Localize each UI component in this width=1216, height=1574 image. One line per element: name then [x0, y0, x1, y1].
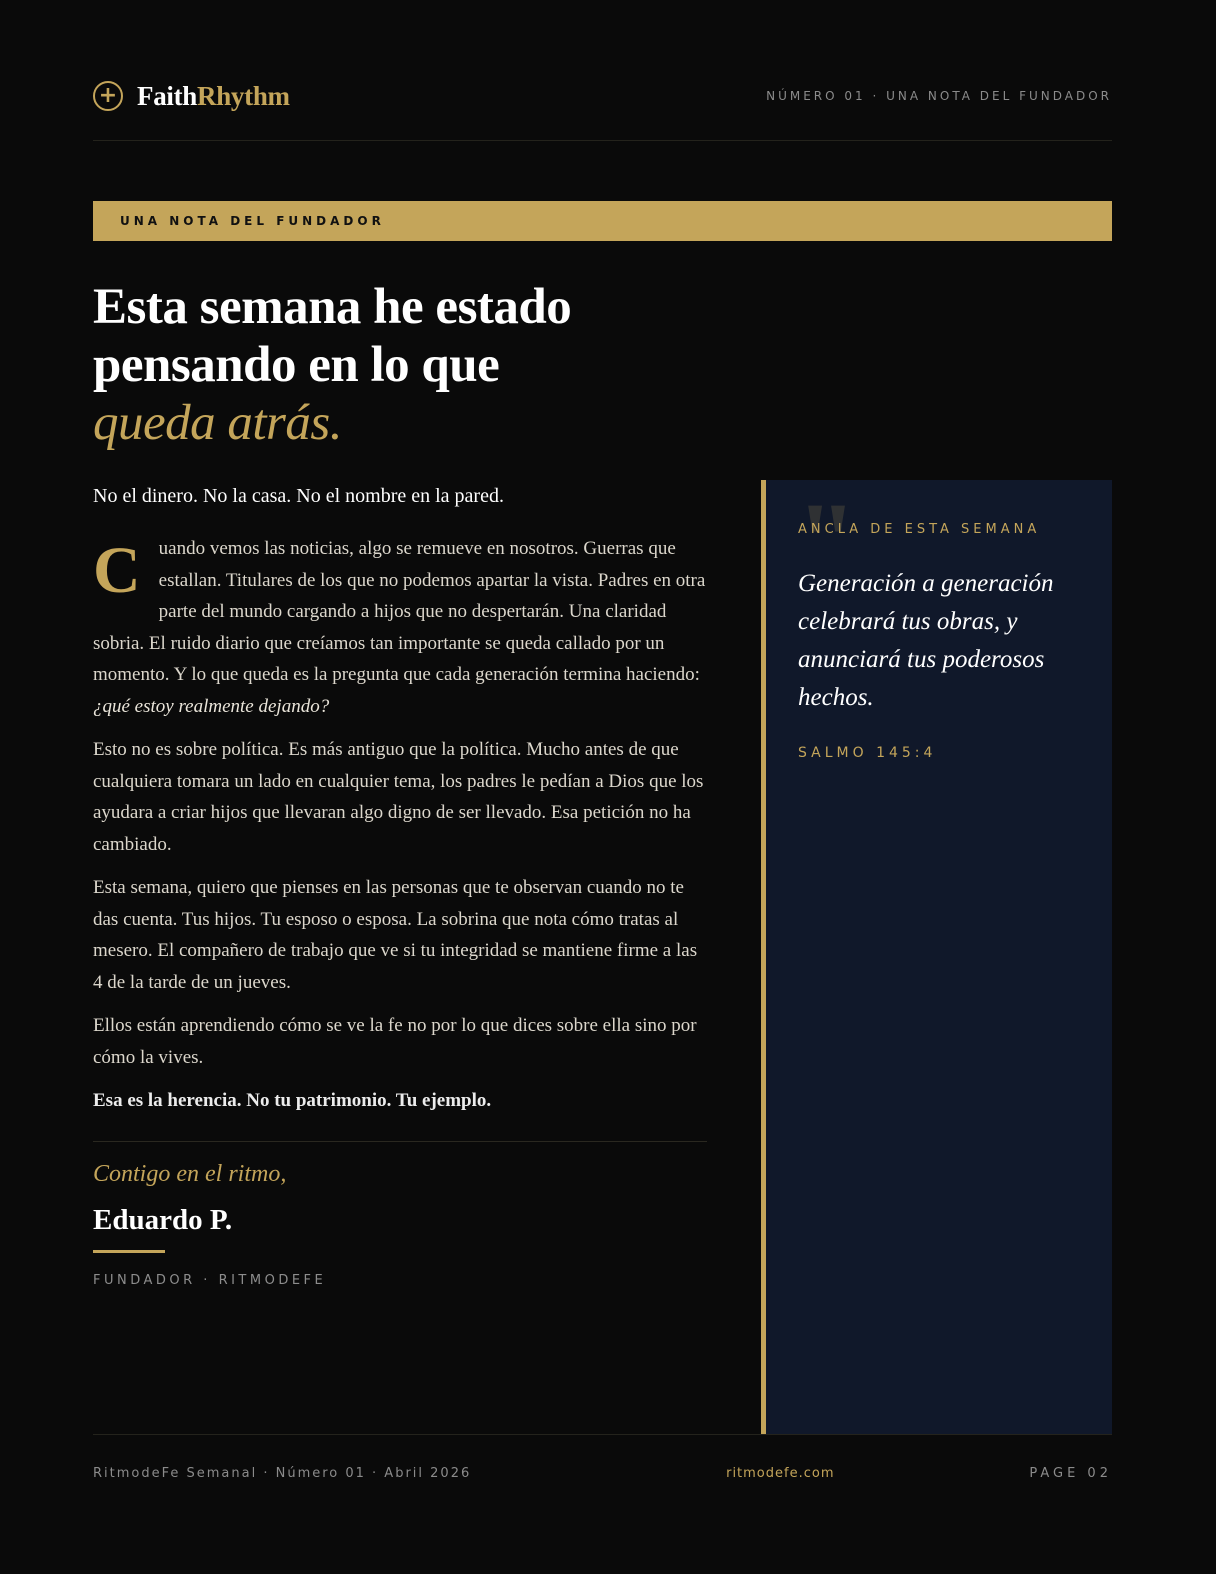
- verse-text: Generación a generación celebrará tus obras, y anunciará tus poderosos hechos.: [798, 570, 1054, 711]
- cross-circle-icon: +: [93, 81, 123, 111]
- paragraph-1-question: ¿qué estoy realmente dejando?: [93, 695, 330, 717]
- brand-name-part1: Faith: [137, 80, 198, 111]
- article-body: [93, 533, 707, 1117]
- verse-sidebar: [761, 480, 1112, 1434]
- issue-label: NÚMERO 01 · UNA NOTA DEL FUNDADOR: [766, 89, 1112, 103]
- footer: [93, 1466, 1112, 1481]
- article: [93, 480, 707, 1288]
- title-line-1: Esta semana he estado: [93, 279, 572, 335]
- paragraph-2: Esto no es sobre política. Es más antiguo que la política. Mucho antes de que cualquiera tomara un lado en cualquier tema, los padres le pedían a Dios que los ayudara a criar hijos que llevaran algo digno de ser llevado. Esa petición no ha cambiado.: [93, 739, 704, 855]
- section-banner: [93, 201, 1112, 241]
- section-banner-label: UNA NOTA DEL FUNDADOR: [120, 214, 385, 228]
- author-role: FUNDADOR · RITMODEFE: [93, 1272, 327, 1288]
- closing-line: Esa es la herencia. No tu patrimonio. Tu ejemplo.: [93, 1090, 492, 1111]
- author-underline: [93, 1250, 165, 1253]
- header-divider: [93, 140, 1112, 141]
- lede: No el dinero. No la casa. No el nombre en la pared.: [93, 485, 504, 507]
- paragraph-1: [93, 533, 707, 722]
- page: [93, 0, 1112, 1574]
- quote-mark-icon: ": [796, 480, 858, 602]
- verse-reference: SALMO 145:4: [798, 745, 937, 761]
- footer-website-link[interactable]: ritmodefe.com: [726, 1466, 835, 1481]
- footer-publication: RitmodeFe Semanal · Número 01 · Abril 2026: [93, 1466, 472, 1481]
- drop-cap: C: [93, 534, 141, 607]
- brand-name: [137, 81, 290, 112]
- sidebar-label: ANCLA DE ESTA SEMANA: [798, 522, 1041, 537]
- title-accent: queda atrás.: [93, 395, 342, 451]
- brand-logo[interactable]: [93, 81, 290, 112]
- author-name: Eduardo P.: [93, 1203, 233, 1236]
- signoff: Contigo en el ritmo,: [93, 1160, 287, 1187]
- footer-divider: [93, 1434, 1112, 1435]
- paragraph-3: Esta semana, quiero que pienses en las personas que te observan cuando no te das cuenta. Tus hijos. Tu esposo o esposa. La sobrina que nota cómo tratas al mesero. El compañero de trabajo que ve si tu integridad se mantiene firme a las 4 de la tarde de un jueves.: [93, 877, 698, 993]
- signature-divider: [93, 1141, 707, 1142]
- paragraph-1-text: uando vemos las noticias, algo se remueve en nosotros. Guerras que estallan. Titulares de los que no podemos apartar la vista. Padres en otra parte del mundo cargando a hijos que no despertarán. Una claridad sobria. El ruido diario que creíamos tan importante se queda callado por un momento. Y lo que queda es la pregunta que cada generación termina haciendo:: [93, 538, 706, 685]
- header: [93, 78, 1112, 114]
- paragraph-4: Ellos están aprendiendo cómo se ve la fe no por lo que dices sobre ella sino por cómo la vives.: [93, 1015, 697, 1068]
- title-line-2: pensando en lo que: [93, 337, 500, 393]
- page-number: PAGE 02: [1029, 1466, 1112, 1481]
- page-title: [93, 278, 733, 452]
- brand-name-part2: Rhythm: [197, 80, 290, 111]
